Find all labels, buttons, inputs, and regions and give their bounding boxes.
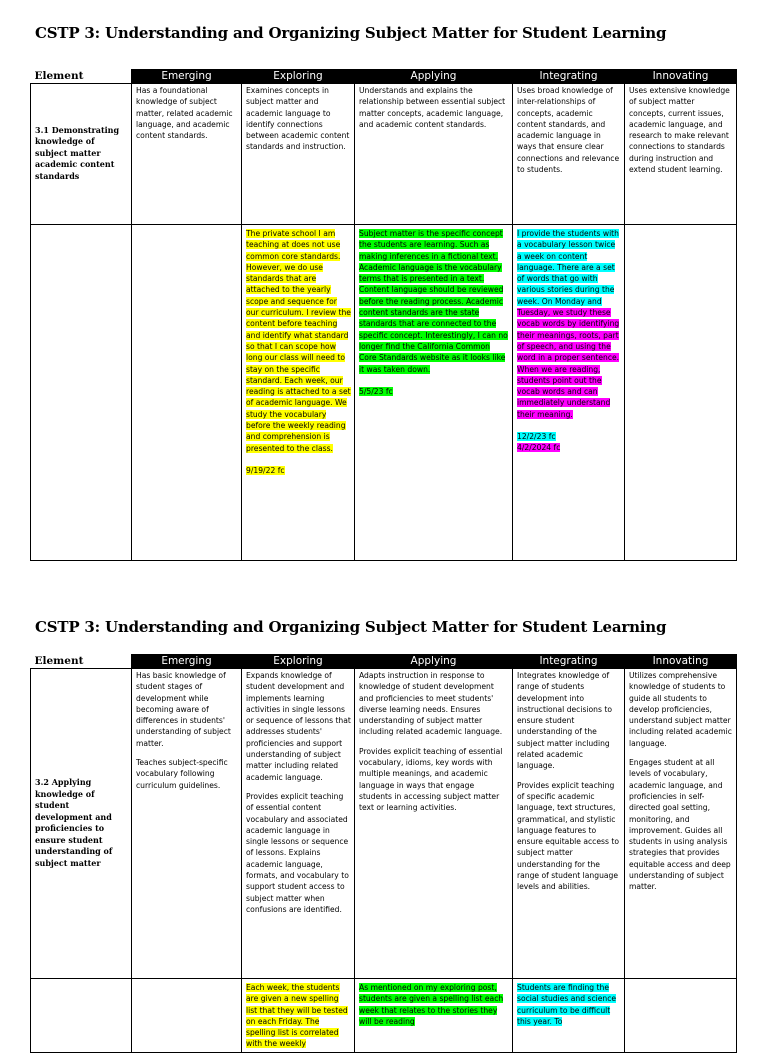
- integrating-description-p1: Integrates knowledge of range of students development into instructional decisions to ensure student understanding of the subject matter including related academic language.: [517, 671, 612, 771]
- evidence-row: [31, 979, 737, 1053]
- header-emerging: Emerging: [132, 655, 242, 669]
- header-applying: Applying: [355, 70, 513, 84]
- element-evidence-empty: [31, 225, 132, 561]
- emerging-description-p1: Has basic knowledge of student stages of development while becoming aware of differences in students' understanding of subject matter.: [136, 671, 231, 748]
- integrating-evidence: [513, 979, 625, 1053]
- emerging-description: Has a foundational knowledge of subject matter, related academic language, and academic content standards.: [132, 84, 242, 225]
- integrating-evidence-text: Students are finding the social studies and science curriculum to be difficult this year. To: [517, 983, 617, 1026]
- exploring-description-p1: Expands knowledge of student development and implements learning activities in single lessons or sequence of lessons that addresses students' proficiencies and support understanding of subject matter including related academic language.: [246, 671, 351, 782]
- innovating-description-p2: Engages student at all levels of vocabulary, academic language, and proficiencies in self-directed goal setting, monitoring, and improvement. Guides all students in using analysis strategies that provides equitable access and deep understanding of subject matter.: [629, 758, 731, 892]
- integrating-description-p2: Provides explicit teaching of specific academic language, text structures, grammatical, and stylistic language features to ensure equitable access to subject matter understanding for the range of student language levels and abilities.: [517, 780, 619, 892]
- applying-evidence: [355, 225, 513, 561]
- applying-evidence-text: As mentioned on my exploring post, students are given a spelling list each week that relates to the stories they will be reading: [359, 983, 504, 1026]
- exploring-description: Examines concepts in subject matter and academic language to identify connections between academic content standards and instruction.: [242, 84, 355, 225]
- header-exploring: Exploring: [242, 655, 355, 669]
- innovating-evidence-empty: [625, 979, 737, 1053]
- integrating-evidence-date-1: 12/2/23 fc: [517, 432, 556, 442]
- integrating-evidence-text-magenta: Tuesday, we study these vocab words by identifying their meanings, roots, part of speech, and using the word in a proper sentence. When we are reading, students point out the vocab words and can immediately understand their meaning.: [517, 308, 620, 419]
- element-label: 3.2 Applying knowledge of student development and proficiencies to ensure student understanding of subject matter: [31, 669, 132, 979]
- element-label: 3.1 Demonstrating knowledge of subject matter academic content standards: [31, 84, 132, 225]
- header-exploring: Exploring: [242, 70, 355, 84]
- header-integrating: Integrating: [513, 70, 625, 84]
- header-innovating: Innovating: [625, 70, 737, 84]
- applying-evidence-text: Subject matter is the specific concept the students are learning. Such as making inferences in a fictional text. Academic language is the vocabulary terms that is presented in a text. Content language should be reviewed before the reading process. Academic content standards are the state standards that are connected to the specific concept. Interestingly, I can no longer find the California Common Core Standards website as it looks like it was taken down.: [359, 229, 508, 374]
- header-emerging: Emerging: [132, 70, 242, 84]
- element-evidence-empty: [31, 979, 132, 1053]
- header-applying: Applying: [355, 655, 513, 669]
- exploring-description: [242, 669, 355, 979]
- rubric-table-3-2: [30, 654, 737, 1053]
- header-integrating: Integrating: [513, 655, 625, 669]
- section1-title: CSTP 3: Understanding and Organizing Subject Matter for Student Learning: [35, 24, 667, 42]
- header-element: Element: [31, 70, 132, 84]
- description-row: [31, 669, 737, 979]
- innovating-description: [625, 669, 737, 979]
- integrating-evidence: [513, 225, 625, 561]
- integrating-description: [513, 669, 625, 979]
- innovating-description: Uses extensive knowledge of subject matter concepts, current issues, academic language, and research to make relevant connections to standards during instruction and extend student learning.: [625, 84, 737, 225]
- exploring-evidence: [242, 225, 355, 561]
- integrating-description: Uses broad knowledge of inter-relationships of concepts, academic content standards, and academic language in ways that ensure clear connections and relevance to students.: [513, 84, 625, 225]
- emerging-evidence-empty: [132, 225, 242, 561]
- header-element: Element: [31, 655, 132, 669]
- section2-title: CSTP 3: Understanding and Organizing Subject Matter for Student Learning: [35, 618, 667, 636]
- applying-description-p2: Provides explicit teaching of essential vocabulary, idioms, key words with multiple meanings, and academic language in ways that engage students in accessing subject matter text or learning activities.: [359, 746, 503, 813]
- exploring-evidence-date: 9/19/22 fc: [246, 465, 285, 475]
- integrating-evidence-text-cyan: I provide the students with a vocabulary lesson twice a week on content language. There are a set of words that go with various stories during the week. On Monday and: [517, 229, 619, 306]
- emerging-evidence-empty: [132, 979, 242, 1053]
- integrating-evidence-date-2: 4/2/2024 fc: [517, 443, 561, 453]
- header-innovating: Innovating: [625, 655, 737, 669]
- emerging-description: [132, 669, 242, 979]
- evidence-row: [31, 225, 737, 561]
- rubric-table-3-1: [30, 69, 737, 561]
- applying-description: [355, 669, 513, 979]
- applying-evidence-date: 5/5/23 fc: [359, 386, 393, 396]
- innovating-description-p1: Utilizes comprehensive knowledge of students to guide all students to develop proficiencies, understand subject matter including related academic language.: [629, 671, 732, 748]
- emerging-description-p2: Teaches subject-specific vocabulary following curriculum guidelines.: [136, 758, 228, 790]
- exploring-evidence: [242, 979, 355, 1053]
- exploring-description-p2: Provides explicit teaching of essential content vocabulary and associated academic language in single lessons or sequence of lessons. Explains academic language, formats, and vocabulary to support student access to subject matter when confusions are identified.: [246, 791, 349, 914]
- description-row: [31, 84, 737, 225]
- innovating-evidence-empty: [625, 225, 737, 561]
- applying-description-p1: Adapts instruction in response to knowledge of student development and proficiencies to meet students' diverse learning needs. Ensures understanding of subject matter including related academic language.: [359, 671, 503, 737]
- applying-description: Understands and explains the relationship between essential subject matter concepts, academic language, and academic content standards.: [355, 84, 513, 225]
- applying-evidence: [355, 979, 513, 1053]
- exploring-evidence-text: Each week, the students are given a new spelling list that they will be tested on each Friday. The spelling list is correlated with the weekly: [246, 983, 348, 1049]
- exploring-evidence-text: The private school I am teaching at does not use common core standards. However, we do use standards that are attached to the yearly scope and sequence for our curriculum. I review the content before teaching and identify what standard so that I can scope how long our class will need to stay on the specific standard. Each week, our reading is attached to a set of academic language. We study the vocabulary before the weekly reading and comprehension is presented to the class.: [246, 229, 351, 453]
